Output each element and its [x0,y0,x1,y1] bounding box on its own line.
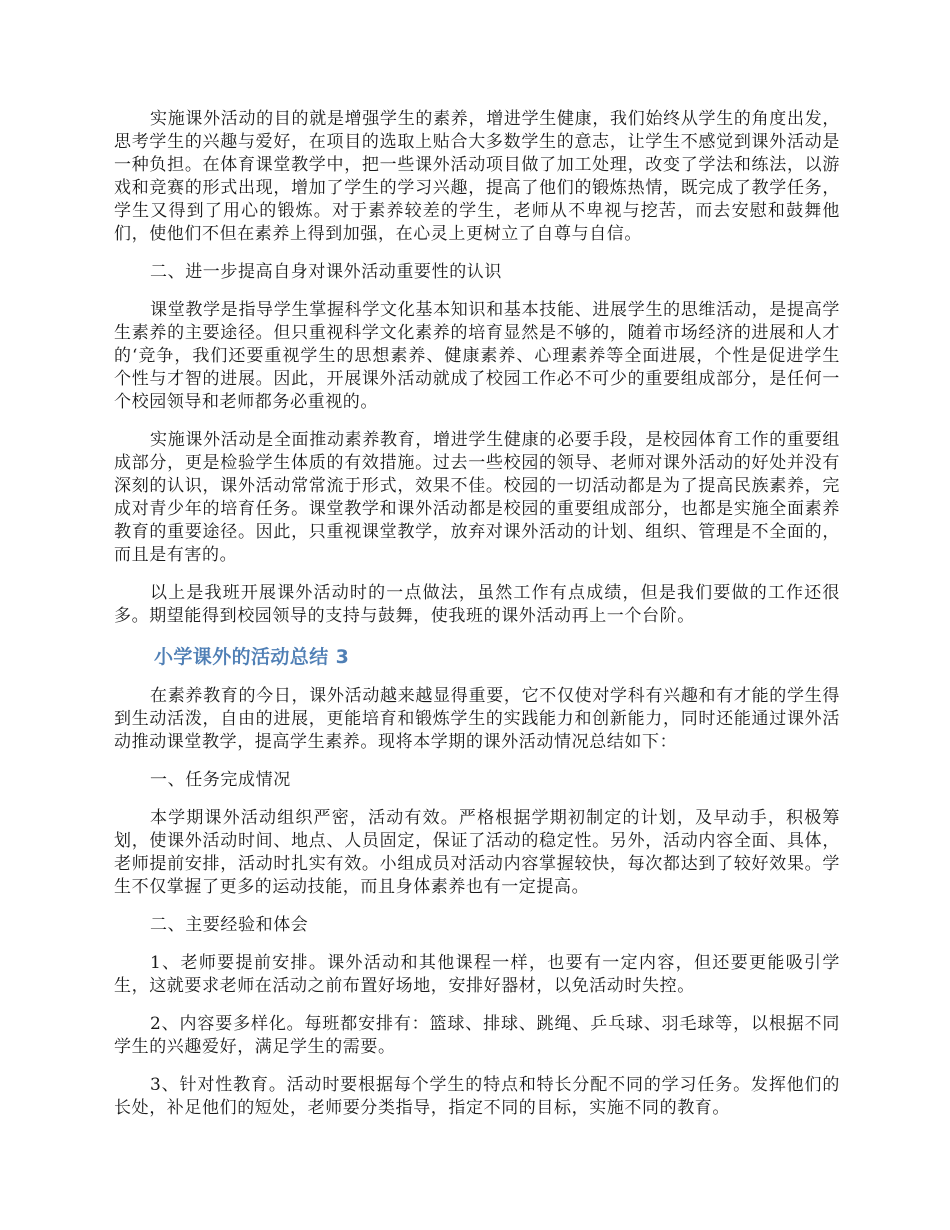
paragraph-activity-purpose: 实施课外活动的目的就是增强学生的素养，增进学生健康，我们始终从学生的角度出发，思考学生的兴趣与爱好，在项目的选取上贴合大多数学生的意志，让学生不感觉到课外活动是一种负担。在体育课堂教学中，把一些课外活动项目做了加工处理，改变了学法和练法，以游戏和竞赛的形式出现，增加了学生的学习兴趣，提高了他们的锻炼热情，既完成了教学任务，学生又得到了用心的锻炼。对于素养较差的学生，老师从不卑视与挖苦，而去安慰和鼓舞他们，使他们不但在素养上得到加强，在心灵上更树立了自尊与自信。 [114,109,840,244]
paragraph-introduction: 在素养教育的今日，课外活动越来越显得重要，它不仅使对学科有兴趣和有才能的学生得到生动活泼，自由的进展，更能培育和锻炼学生的实践能力和创新能力，同时还能通过课外活动推动课堂教学，提高学生素养。现将本学期的课外活动情况总结如下： [114,686,840,752]
paragraph-conclusion: 以上是我班开展课外活动时的一点做法，虽然工作有点成绩，但是我们要做的工作还很多。期望能得到校园领导的支持与鼓舞，使我班的课外活动再上一个台阶。 [114,583,840,626]
paragraph-task-details: 本学期课外活动组织严密，活动有效。严格根据学期初制定的计划，及早动手，积极筹划，使课外活动时间、地点、人员固定，保证了活动的稳定性。另外，活动内容全面、具体，老师提前安排，活动时扎实有效。小组成员对活动内容掌握较快，每次都达到了较好效果。学生不仅掌握了更多的运动技能，而且身体素养也有一定提高。 [114,808,840,897]
heading-task-completion: 一、任务完成情况 [150,770,291,790]
paragraph-experience-1: 1、老师要提前安排。课外活动和其他课程一样，也要有一定内容，但还要更能吸引学生，这就要求老师在活动之前布置好场地，安排好器材，以免活动时失控。 [114,953,840,996]
paragraph-classroom-teaching: 课堂教学是指导学生掌握科学文化基本知识和基本技能、进展学生的思维活动，是提高学生素养的主要途径。但只重视科学文化素养的培育显然是不够的，随着市场经济的进展和人才的‘竞争，我们还要重视学生的思想素养、健康素养、心理素养等全面进展，个性是促进学生个性与才智的进展。因此，开展课外活动就成了校园工作必不可少的重要组成部分，是任何一个校园领导和老师都务必重视的。 [114,300,840,412]
heading-experience: 二、主要经验和体会 [150,915,309,935]
paragraph-experience-2: 2、内容要多样化。每班都安排有：篮球、排球、跳绳、乒乓球、羽毛球等，以根据不同学生的兴趣爱好，满足学生的需要。 [114,1014,840,1057]
heading-importance-awareness: 二、进一步提高自身对课外活动重要性的认识 [150,262,502,282]
paragraph-quality-education: 实施课外活动是全面推动素养教育，增进学生健康的必要手段，是校园体育工作的重要组成部分，更是检验学生体质的有效措施。过去一些校园的领导、老师对课外活动的好处并没有深刻的认识，课外活动常常流于形式，效果不佳。校园的一切活动都是为了提高民族素养，完成对青少年的培育任务。课堂教学和课外活动都是校园的重要组成部分，也都是实施全面素养教育的重要途径。因此，只重视课堂教学，放弃对课外活动的计划、组织、管理是不全面的，而且是有害的。 [114,430,840,565]
section-title-summary-3: 小学课外的活动总结 3 [154,646,350,668]
paragraph-experience-3: 3、针对性教育。活动时要根据每个学生的特点和特长分配不同的学习任务。发挥他们的长处，补足他们的短处，老师要分类指导，指定不同的目标，实施不同的教育。 [114,1075,840,1118]
document-page [114,108,840,1135]
